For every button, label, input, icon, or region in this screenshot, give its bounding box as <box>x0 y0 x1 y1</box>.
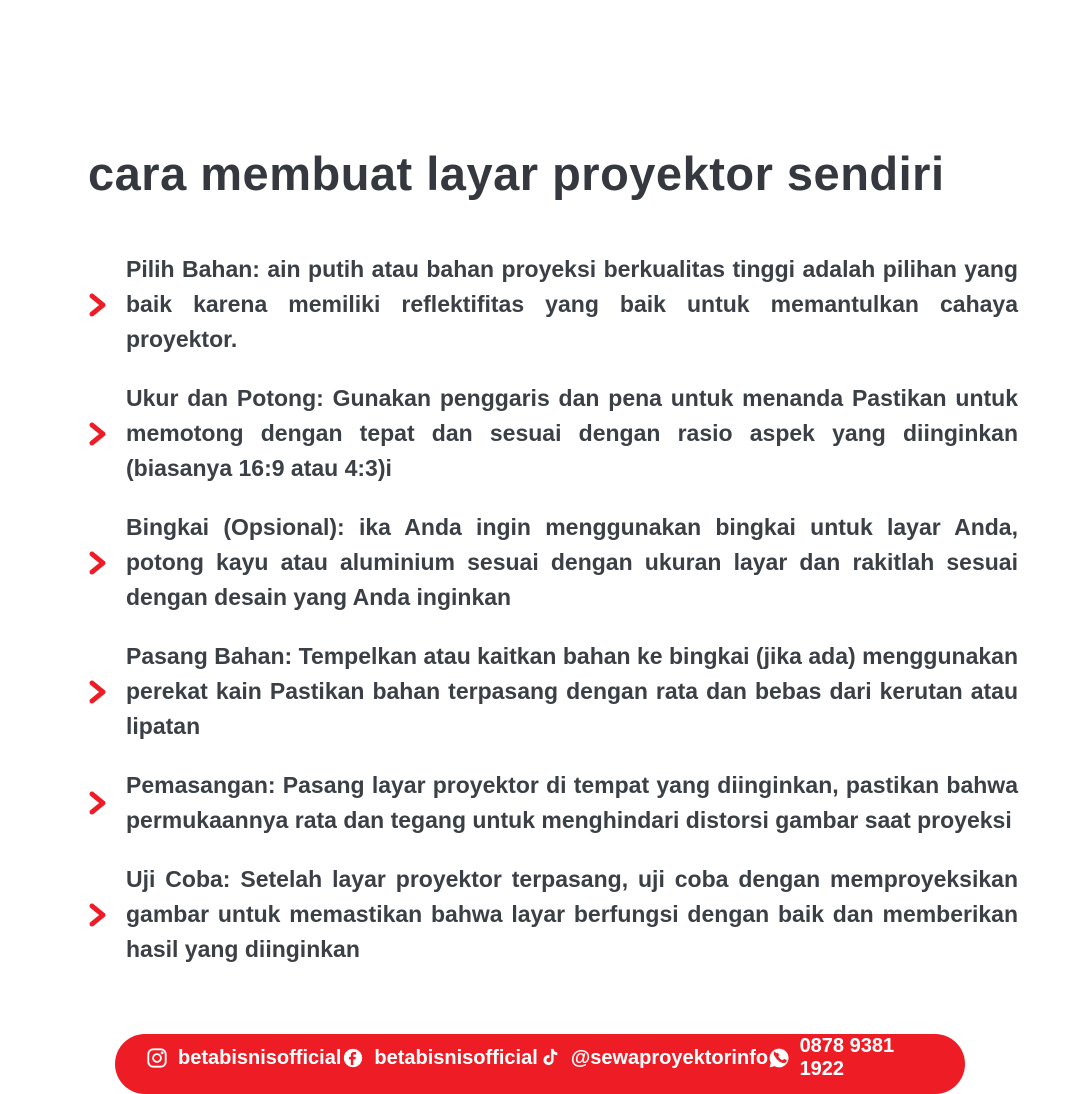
step-text: Pasang Bahan: Tempelkan atau kaitkan bahan ke bingkai (jika ada) menggunakan perekat kain Pastikan bahan terpasang dengan rata dan bebas dari kerutan atau lipatan <box>126 643 1018 739</box>
step-text: Pemasangan: Pasang layar proyektor di tempat yang diinginkan, pastikan bahwa permukaannya rata dan tegang untuk menghindari distorsi gambar saat proyeksi <box>126 772 1018 833</box>
tiktok-icon <box>538 1046 562 1070</box>
chevron-right-icon <box>84 292 110 318</box>
tiktok-handle[interactable] <box>538 1046 768 1070</box>
chevron-right-icon <box>84 550 110 576</box>
instagram-icon <box>145 1046 169 1070</box>
page-title: cara membuat layar proyektor sendiri <box>88 147 945 200</box>
step-text: Uji Coba: Setelah layar proyektor terpasang, uji coba dengan memproyeksikan gambar untuk memastikan bahwa layar berfungsi dengan baik dan memberikan hasil yang diinginkan <box>126 866 1018 962</box>
step-text: Pilih Bahan: ain putih atau bahan proyeksi berkualitas tinggi adalah pilihan yang baik karena memiliki reflektifitas yang baik untuk memantulkan cahaya proyektor. <box>126 256 1018 352</box>
steps-list <box>84 252 1018 991</box>
chevron-right-icon <box>84 421 110 447</box>
list-item <box>84 510 1018 615</box>
chevron-right-icon <box>84 790 110 816</box>
instagram-handle[interactable] <box>145 1046 341 1070</box>
facebook-icon <box>341 1046 365 1070</box>
chevron-right-icon <box>84 902 110 928</box>
social-label: betabisnisofficial <box>374 1046 538 1069</box>
list-item <box>84 381 1018 486</box>
social-label: betabisnisofficial <box>178 1046 342 1069</box>
whatsapp-icon <box>768 1046 790 1070</box>
whatsapp-handle[interactable] <box>768 1035 935 1081</box>
step-text: Bingkai (Opsional): ika Anda ingin menggunakan bingkai untuk layar Anda, potong kayu atau aluminium sesuai dengan ukuran layar dan rakitlah sesuai dengan desain yang Anda inginkan <box>126 514 1018 610</box>
social-label: @sewaproyektorinfo <box>570 1046 769 1069</box>
facebook-handle[interactable] <box>341 1046 537 1070</box>
list-item <box>84 768 1018 838</box>
list-item <box>84 252 1018 357</box>
list-item <box>84 862 1018 967</box>
step-text: Ukur dan Potong: Gunakan penggaris dan pena untuk menanda Pastikan untuk memotong dengan tepat dan sesuai dengan rasio aspek yang diinginkan (biasanya 16:9 atau 4:3)i <box>126 385 1018 481</box>
chevron-right-icon <box>84 679 110 705</box>
social-label: 0878 9381 1922 <box>799 1035 895 1080</box>
social-footer-bar <box>115 1034 965 1094</box>
list-item <box>84 639 1018 744</box>
